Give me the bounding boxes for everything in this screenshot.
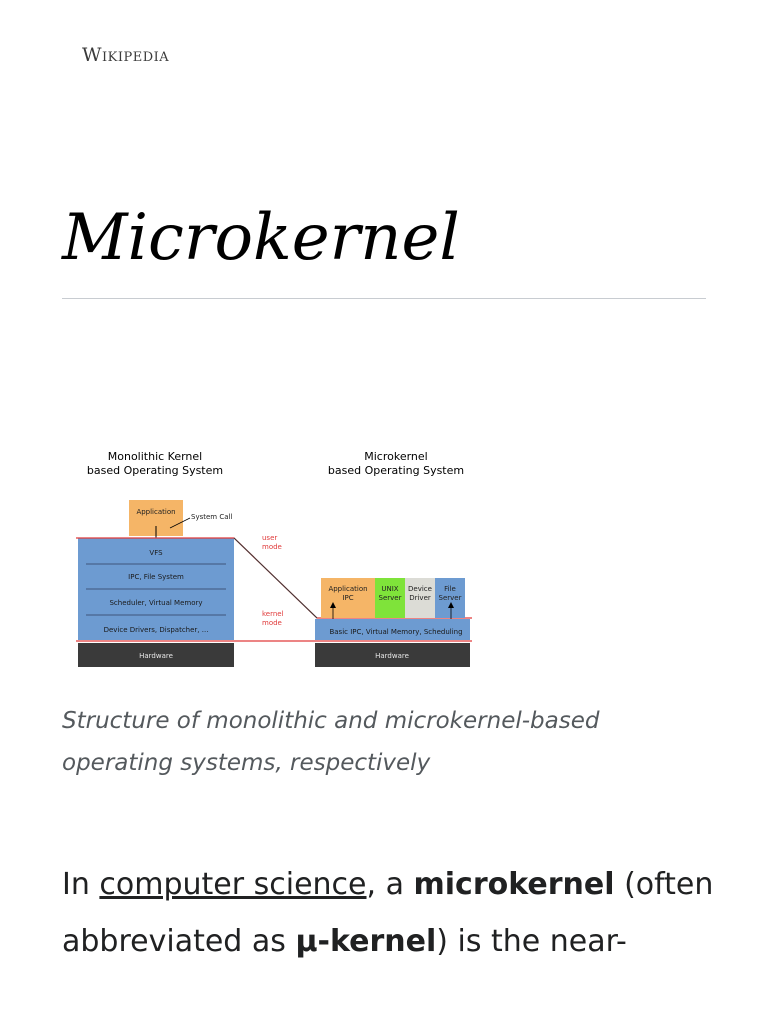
monolithic-layer-drivers: Device Drivers, Dispatcher, ... [103,626,209,634]
kernel-mode-label-line2: mode [262,619,282,627]
wikipedia-wordmark[interactable]: Wikipedia [82,44,170,66]
text-run: In [62,867,100,902]
monolithic-title-line1: Monolithic Kernel [107,450,203,463]
microkernel-base-label: Basic IPC, Virtual Memory, Scheduling [329,628,463,636]
micro-app-label-line1: Application [328,585,368,593]
file-server-label-line1: File [444,585,456,593]
article-paragraph [62,856,722,970]
microkernel-title-line2: based Operating System [327,464,465,477]
kernel-structure-figure[interactable] [70,440,480,680]
microkernel-hardware-label: Hardware [375,652,409,660]
kernel-mode-label-line1: kernel [262,610,284,618]
link-computer-science[interactable]: computer science [99,867,367,902]
device-driver-label-line1: Device [408,585,432,593]
text-run: ) is the near- [436,924,627,959]
term-microkernel: microkernel [413,867,615,902]
monolithic-layer-ipc: IPC, File System [128,573,184,581]
text-run: , a [366,867,414,902]
monolithic-layer-scheduler: Scheduler, Virtual Memory [109,599,203,607]
monolithic-hardware-label: Hardware [139,652,173,660]
monolithic-layer-vfs: VFS [149,549,163,557]
unix-server-label-line1: UNIX [381,585,399,593]
text-run: (often abbreviated as [62,867,714,959]
figure-caption: Structure of monolithic and microkernel-based operating systems, respectively [62,708,600,776]
system-call-label: System Call [191,513,233,521]
unix-server-label-line2: Server [378,594,402,602]
device-driver-label-line2: Driver [409,594,431,602]
kernel-structure-diagram [70,440,480,680]
term-mu-kernel: μ-kernel [295,924,437,959]
page-title: Microkernel [62,201,460,275]
user-mode-label-line1: user [262,534,278,542]
microkernel-title-line1: Microkernel [364,450,428,463]
monolithic-title-line2: based Operating System [86,464,224,477]
file-server-label-line2: Server [438,594,462,602]
user-mode-label-line2: mode [262,543,282,551]
micro-app-label-line2: IPC [342,594,354,602]
title-divider [62,298,706,299]
monolithic-application-label: Application [136,508,176,516]
